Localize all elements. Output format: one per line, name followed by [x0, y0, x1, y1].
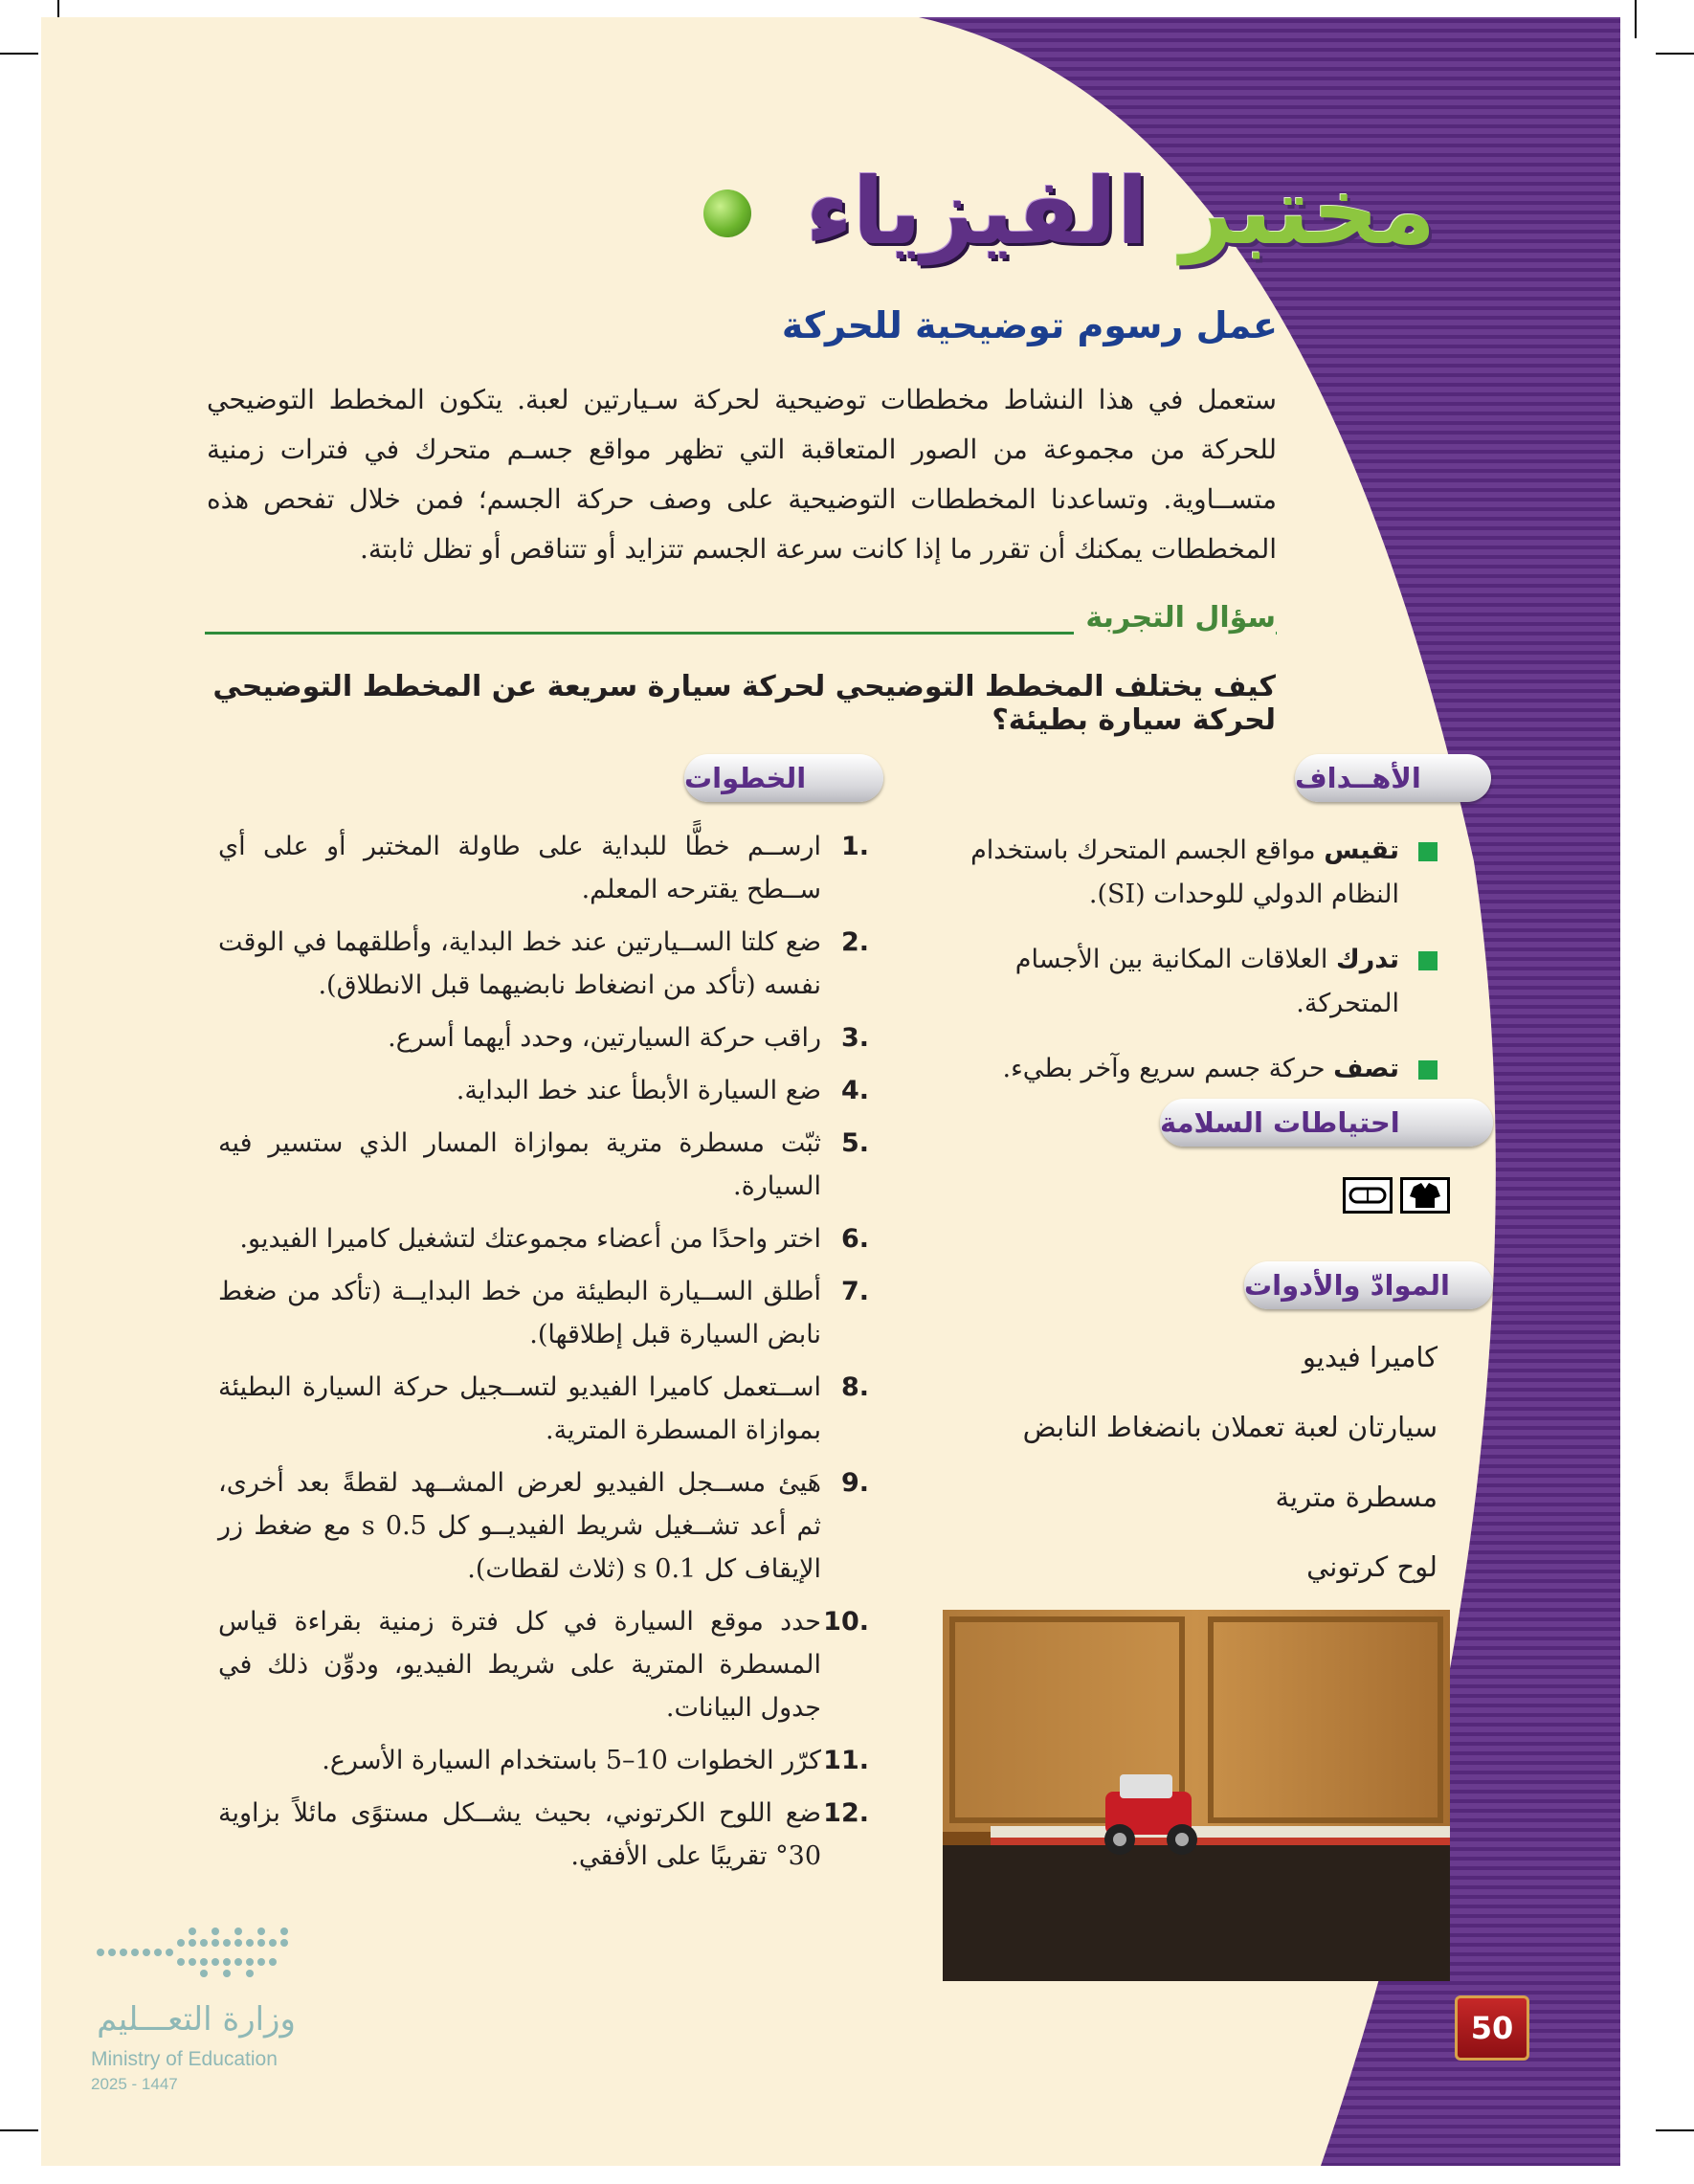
step-number: .10 [823, 1607, 869, 1637]
step-number: .6 [840, 1224, 869, 1254]
objective-item [940, 1047, 1438, 1091]
materials-list [940, 1335, 1438, 1615]
crop-mark [1635, 0, 1637, 38]
step-text: ارســم خطًّا للبداية على طاولة المختبر أو على أي ســطح يقترحه المعلم. [218, 832, 821, 904]
material-item: كاميرا فيديو [1302, 1341, 1438, 1373]
objectives-list [940, 829, 1438, 1112]
material-item: لوح كرتوني [1306, 1550, 1438, 1583]
step-item [218, 825, 869, 911]
step-number: .4 [840, 1076, 869, 1105]
crop-mark [0, 53, 38, 55]
step-number: .1 [840, 832, 869, 861]
step-number: .7 [840, 1277, 869, 1306]
material-item: سيارتان لعبة تعملان بانضغاط النابض [1022, 1411, 1438, 1443]
crop-mark [1656, 2129, 1694, 2131]
step-item [218, 1016, 869, 1059]
step-item [218, 1122, 869, 1208]
objective-item [940, 829, 1438, 917]
safety-heading: احتياطات السلامة [1160, 1099, 1493, 1147]
step-item [218, 1366, 869, 1452]
objective-verb: تدرك [1335, 945, 1399, 974]
green-square-bullet-icon [1418, 842, 1438, 861]
objective-verb: تقيس [1324, 836, 1399, 865]
edition-year: 2025 - 1447 [91, 2075, 178, 2093]
crop-mark [57, 0, 59, 17]
step-text: حدد موقع السيارة في كل فترة زمنية بقراءة قياس المسطرة المترية على شريط الفيديو، ودوِّن ذلك في جدول البيانات. [218, 1607, 821, 1723]
step-number: .11 [823, 1746, 869, 1775]
green-square-bullet-icon [1418, 1060, 1438, 1080]
lab-coat-icon [1400, 1177, 1450, 1214]
steps-list [218, 825, 869, 1887]
step-text: ضع السيارة الأبطأ عند خط البداية. [456, 1076, 821, 1105]
objective-item [940, 938, 1438, 1026]
step-number: .5 [840, 1128, 869, 1158]
toy-car-photo [943, 1610, 1450, 1981]
objective-text: حركة جسم سريع وآخر بطيء. [1002, 1054, 1334, 1083]
ministry-name-arabic: وزارة التعـــليم [97, 2000, 296, 2039]
step-text: ضع اللوح الكرتوني، بحيث يشــكل مستوًى مائلاً بزاوية 30° تقريبًا على الأفقي. [218, 1798, 821, 1871]
materials-heading: الموادّ والأدوات [1244, 1261, 1493, 1309]
step-item [218, 1792, 869, 1878]
ministry-name-english: Ministry of Education [91, 2048, 278, 2070]
step-number: .3 [840, 1023, 869, 1053]
step-text: ضع كلتا الســيارتين عند خط البداية، وأطلقهما في الوقت نفسه (تأكد من انضغاط نابضيهما قبل الانطلاق). [218, 927, 821, 1000]
safety-icons [1343, 1177, 1450, 1214]
crop-mark [0, 2129, 38, 2131]
objectives-heading: الأهــداف [1295, 754, 1491, 802]
step-item [218, 1461, 869, 1591]
title-bullet-icon [703, 189, 751, 237]
step-number: .2 [840, 927, 869, 957]
goggles-icon [1343, 1177, 1393, 1214]
step-item [218, 1600, 869, 1729]
step-item [218, 921, 869, 1007]
step-number: .9 [840, 1468, 869, 1498]
step-item [218, 1270, 869, 1356]
step-text: اســتعمل كاميرا الفيديو لتســجيل حركة السيارة البطيئة بموازاة المسطرة المترية. [218, 1372, 821, 1445]
experiment-question: كيف يختلف المخطط التوضيحي لحركة سيارة سريعة عن المخطط التوضيحي لحركة سيارة بطيئة؟ [212, 670, 1276, 737]
lab-subtitle: عمل رسوم توضيحية للحركة [781, 304, 1278, 346]
step-item [218, 1217, 869, 1260]
step-number: .8 [840, 1372, 869, 1402]
step-text: كرّر الخطوات 10–5 باستخدام السيارة الأسرع. [322, 1746, 821, 1775]
step-item [218, 1069, 869, 1112]
title-part-1: مختبر [1180, 158, 1436, 265]
step-text: ثبّت مسطرة مترية بموازاة المسار الذي ستسير فيه السيارة. [218, 1128, 821, 1201]
crop-mark [1656, 53, 1694, 55]
steps-heading: الخطوات [684, 754, 883, 802]
green-square-bullet-icon [1418, 951, 1438, 970]
material-item: مسطرة مترية [1275, 1481, 1438, 1513]
step-text: راقب حركة السيارتين، وحدد أيهما أسرع. [388, 1023, 821, 1053]
title-part-2: الفيزياء [805, 158, 1148, 265]
objective-text: مواقع الجسم المتحرك باستخدام النظام الدولي للوحدات (SI). [970, 836, 1399, 909]
question-heading: سؤال التجربة [1074, 601, 1276, 635]
step-text: أطلق الســيارة البطيئة من خط البدايــة (تأكد من ضغط نابض السيارة قبل إطلاقها). [218, 1277, 821, 1349]
intro-paragraph: ستعمل في هذا النشاط مخططات توضيحية لحركة سـيارتين لعبة. يتكون المخطط التوضيحي للحركة من مجموعة من الصور المتعاقبة التي تظهر مواقع جسـم متحرك في فترات زمنية متســاوية. وتساعدنا المخططات التوضيحية على وصف حركة الجسم؛ فمن خلال تفحص هذه المخططات يمكنك أن تقرر ما إذا كانت سرعة الجسم تتزايد أو تتناقص أو تظل ثابتة. [207, 384, 1277, 565]
step-text: هَيئ مســجل الفيديو لعرض المشــهد لقطةً بعد أخرى، ثم أعد تشــغيل شريط الفيديــو كل 0.5 s مع ضغط زر الإيقاف كل 0.1 s (ثلاث لقطات). [218, 1468, 821, 1584]
page-title [806, 158, 1436, 265]
objective-text: العلاقات المكانية بين الأجسام المتحركة. [1014, 945, 1399, 1018]
objective-verb: تصف [1333, 1054, 1399, 1083]
step-number: .12 [823, 1798, 869, 1828]
ministry-emblem-icon [91, 1914, 301, 1991]
step-item [218, 1739, 869, 1782]
ministry-logo [91, 1914, 311, 2106]
page-number: 50 [1455, 1995, 1529, 2061]
step-text: اختر واحدًا من أعضاء مجموعتك لتشغيل كاميرا الفيديو. [239, 1224, 821, 1254]
